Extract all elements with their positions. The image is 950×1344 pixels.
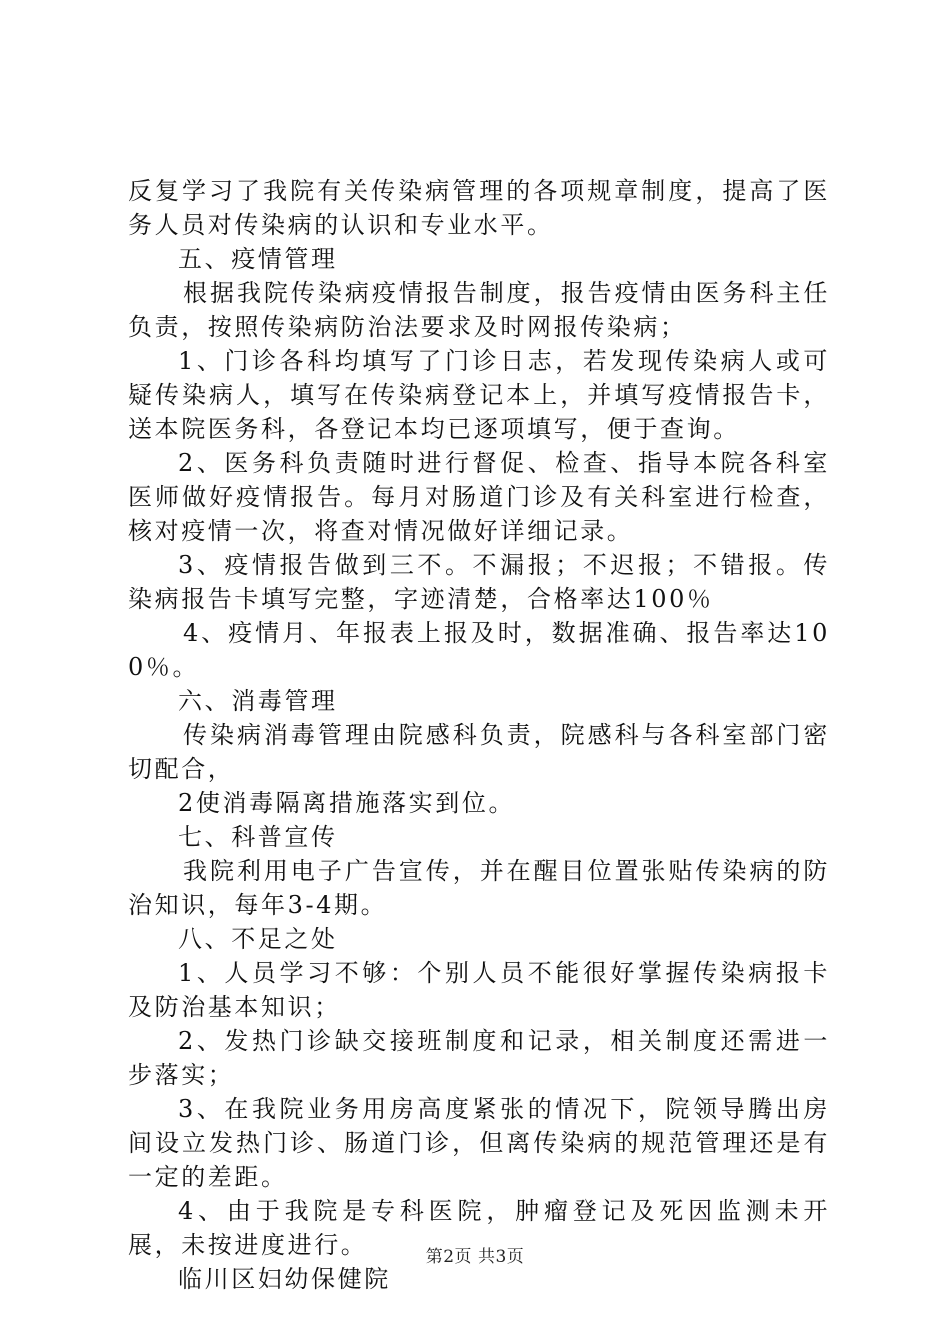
paragraph-epidemic-item-2: 2、医务科负责随时进行督促、检查、指导本院各科室医师做好疫情报告。每月对肠道门诊及有关科室进行检查，核对疫情一次，将查对情况做好详细记录。: [128, 449, 830, 545]
paragraph-publicity: 我院利用电子广告宣传，并在醒目位置张贴传染病的防治知识，每年3-4期。: [128, 857, 830, 919]
signature-organization: 临川区妇幼保健院: [178, 1265, 391, 1293]
heading-disinfection-management: 六、消毒管理: [178, 687, 338, 715]
paragraph-shortcoming-2: 2、发热门诊缺交接班制度和记录，相关制度还需进一步落实；: [128, 1027, 830, 1089]
paragraph-epidemic-item-3: 3、疫情报告做到三不。不漏报；不迟报；不错报。传染病报告卡填写完整，字迹清楚，合格率达100％: [128, 551, 830, 613]
paragraph-epidemic-policy: 根据我院传染病疫情报告制度，报告疫情由医务科主任负责，按照传染病防治法要求及时网报传染病；: [128, 279, 830, 341]
paragraph-shortcoming-1: 1、人员学习不够：个别人员不能很好掌握传染病报卡及防治基本知识；: [128, 959, 830, 1021]
paragraph-intro: 反复学习了我院有关传染病管理的各项规章制度，提高了医务人员对传染病的认识和专业水平。: [128, 177, 830, 239]
paragraph-disinfection-item-2: 2使消毒隔离措施落实到位。: [178, 789, 516, 817]
paragraph-epidemic-item-4: 4、疫情月、年报表上报及时，数据准确、报告率达100％。: [128, 619, 830, 681]
paragraph-disinfection: 传染病消毒管理由院感科负责，院感科与各科室部门密切配合，: [128, 721, 830, 783]
paragraph-shortcoming-3: 3、在我院业务用房高度紧张的情况下，院领导腾出房间设立发热门诊、肠道门诊，但离传染病的规范管理还是有一定的差距。: [128, 1095, 830, 1191]
page-number-footer: 第2页 共3页: [425, 1247, 525, 1267]
paragraph-shortcoming-4: 4、由于我院是专科医院，肿瘤登记及死因监测未开展，未按进度进行。: [128, 1197, 830, 1259]
heading-science-publicity: 七、科普宣传: [178, 823, 338, 851]
document-body: [128, 174, 830, 1296]
heading-epidemic-management: 五、疫情管理: [178, 245, 338, 273]
paragraph-epidemic-item-1: 1、门诊各科均填写了门诊日志，若发现传染病人或可疑传染病人，填写在传染病登记本上，并填写疫情报告卡，送本院医务科，各登记本均已逐项填写，便于查询。: [128, 347, 830, 443]
heading-shortcomings: 八、不足之处: [178, 925, 338, 953]
